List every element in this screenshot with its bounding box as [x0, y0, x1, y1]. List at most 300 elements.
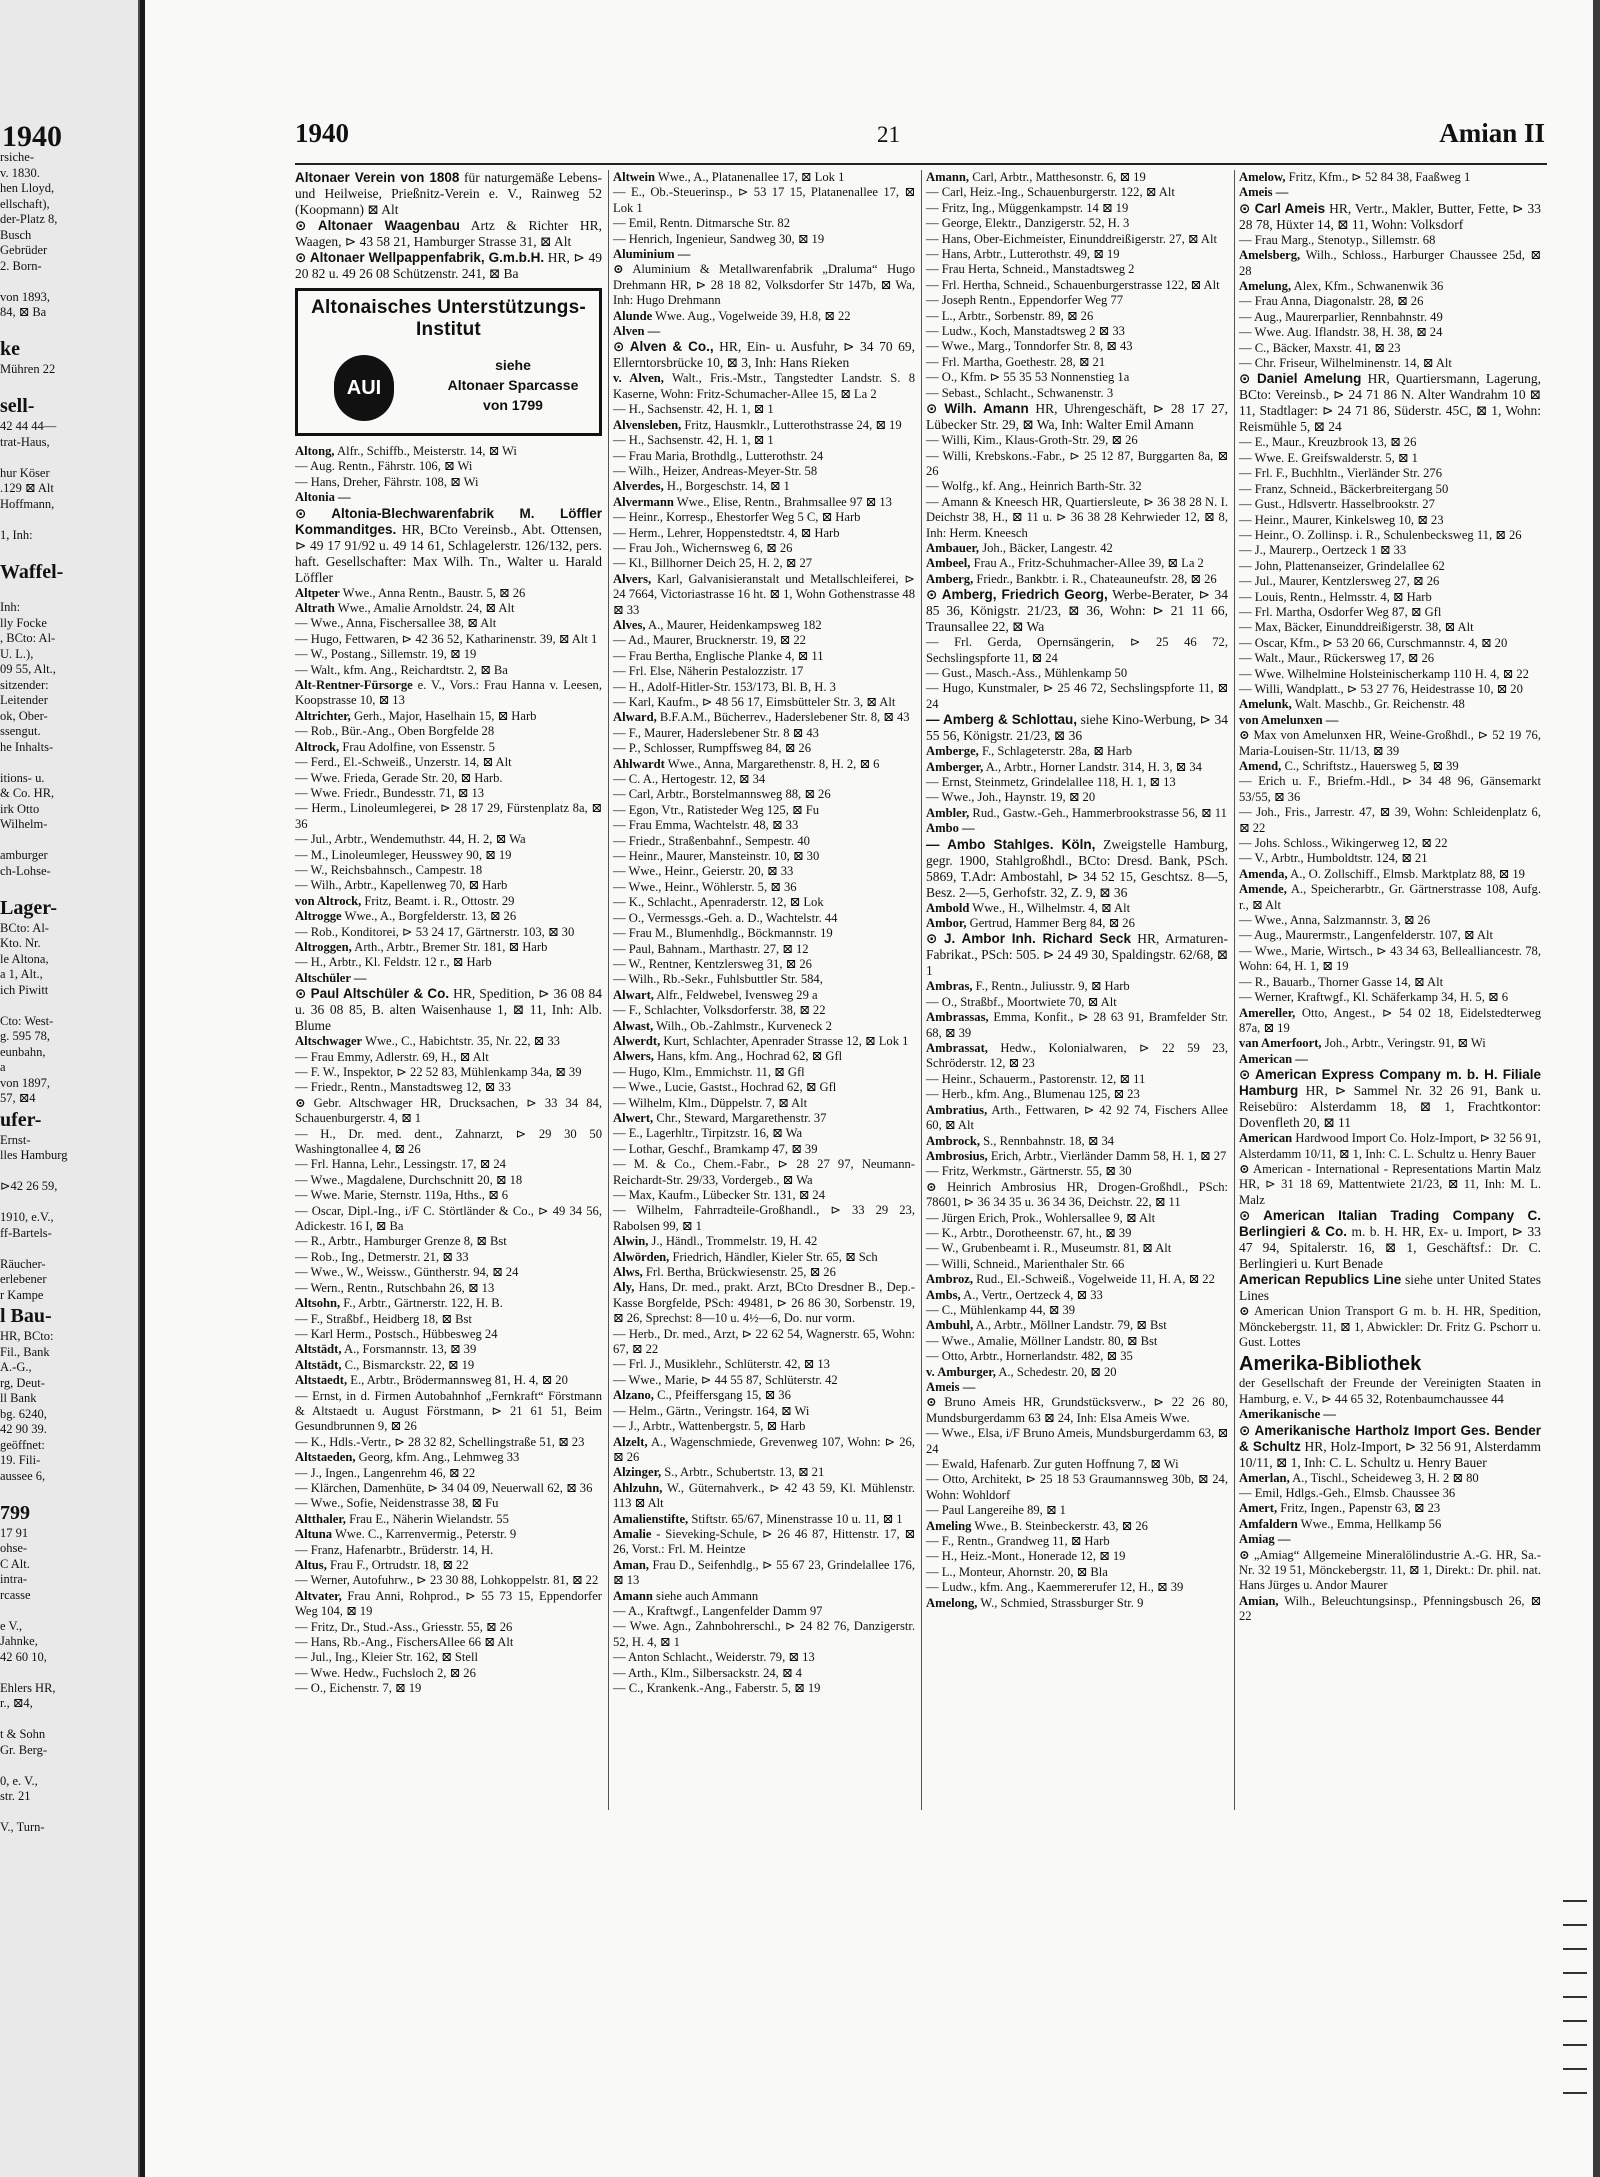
directory-entry [613, 1111, 915, 1126]
directory-entry [1239, 1407, 1541, 1422]
directory-entry [613, 772, 915, 787]
entry-details: Wwe., Amalie Arnoldstr. 24, ⊠ Alt [334, 601, 515, 616]
adjacent-page-line: ufer- [0, 1108, 42, 1131]
ad-logo-emblem: AUI [334, 355, 394, 421]
directory-entry [613, 911, 915, 926]
directory-entry [613, 216, 915, 231]
adjacent-page-line: hur Köser [0, 465, 50, 480]
adjacent-page-line [0, 378, 138, 394]
entry-details: HR, Uhrengeschäft, ⊳ 28 17 27, Lübecker Str. 29, ⊠ Wa, Inh: Walter Emil Amann [926, 401, 1229, 433]
entry-details: B.F.A.M., Bücherrev., Haderslebener Str. 8, ⊠ 43 [656, 710, 910, 725]
directory-entry [613, 526, 915, 541]
directory-entry [926, 979, 1228, 994]
directory-column-3 [921, 170, 1234, 1810]
entry-details: — Wwe. Hedw., Fuchsloch 2, ⊠ 26 [295, 1665, 476, 1680]
entry-details: — O., Eichenstr. 7, ⊠ 19 [295, 1681, 422, 1696]
directory-entry [613, 1327, 915, 1358]
entry-details: siehe unter United States Lines [1239, 1272, 1542, 1304]
entry-details: J., Händl., Trommelstr. 19, H. 42 [648, 1234, 818, 1249]
directory-entry [613, 988, 915, 1003]
directory-entry [1239, 1486, 1541, 1501]
directory-entry [613, 510, 915, 525]
directory-entry [613, 741, 915, 756]
directory-entry [295, 878, 602, 893]
entry-details: Wwe., H., Wilhelmstr. 4, ⊠ Alt [969, 900, 1131, 915]
directory-entry [926, 324, 1228, 339]
entry-details: Wilh., Ob.-Zahlmstr., Kurveneck 2 [653, 1018, 832, 1033]
entry-details: — Frl. Hanna, Lehr., Lessingstr. 17, ⊠ 24 [295, 1157, 506, 1172]
directory-entry [295, 1234, 602, 1249]
entry-name: — Amberg & Schlottau, [926, 712, 1077, 728]
adjacent-page-lines [0, 150, 138, 1836]
directory-entry [295, 1512, 602, 1527]
adjacent-page-line [0, 585, 138, 601]
entry-details: — K., Hdls.-Vertr., ⊳ 28 32 82, Schellingstraße 51, ⊠ 23 [295, 1434, 585, 1449]
directory-entry [926, 681, 1228, 712]
entry-details: Wwe. C., Karrenvermig., Peterstr. 9 [332, 1527, 517, 1542]
entry-details: Artz & Richter HR, Waagen, ⊳ 43 58 21, Hamburger Strasse 31, ⊠ Alt [295, 218, 602, 249]
firm-entry [926, 587, 1228, 635]
entry-details: — Frau Joh., Wichernsweg 6, ⊠ 26 [613, 540, 793, 555]
directory-entry [1239, 636, 1541, 651]
directory-entry [1239, 574, 1541, 589]
entry-details: Fritz, Beamt. i. R., Ottostr. 29 [361, 893, 515, 908]
directory-entry [613, 479, 915, 494]
adjacent-page-line: Ehlers HR, [0, 1680, 56, 1695]
entry-name: Aman, [613, 1557, 650, 1572]
directory-entry [926, 806, 1228, 821]
firm-entry [1239, 201, 1541, 233]
entry-name: Alzano, [613, 1388, 654, 1403]
directory-entry [926, 744, 1228, 759]
entry-details: A., Speicherarbtr., Gr. Gärtnerstrasse 108, Aufg. r., ⊠ Alt [1239, 882, 1541, 912]
directory-entry [295, 444, 602, 459]
entry-details: Frau D., Seifenhdlg., ⊳ 55 67 23, Grindelallee 176, ⊠ 13 [613, 1557, 915, 1588]
entry-name: Altonaer Verein von 1808 [295, 170, 460, 185]
entry-details: — Herm., Lehrer, Hoppenstedtstr. 4, ⊠ Harb [613, 525, 840, 540]
directory-entry [613, 1157, 915, 1188]
entry-details: — Wwe. Marie, Sternstr. 119a, Hths., ⊠ 6 [295, 1188, 509, 1203]
directory-entry [1239, 1471, 1541, 1486]
entry-details: Fritz, Ingen., Papenstr 63, ⊠ 23 [1277, 1501, 1441, 1516]
directory-entry [613, 1065, 915, 1080]
adjacent-page-line: 09 55, Alt., [0, 662, 56, 676]
adjacent-page-line [0, 833, 138, 849]
entry-details: — Heinr., O. Zollinsp. i. R., Schulenbecksweg 11, ⊠ 26 [1239, 527, 1522, 542]
entry-details: — W., Postang., Sillemstr. 19, ⊠ 19 [295, 647, 477, 662]
directory-entry [1239, 1052, 1541, 1067]
entry-name: Amereller, [1239, 1005, 1296, 1020]
directory-entry [613, 309, 915, 324]
entry-details: Hardwood Import Co. Holz-Import, ⊳ 32 56 91, Alsterdamm 10/11, ⊠ 1, Inh: C. L. Schultz u. Henry Bauer [1239, 1131, 1541, 1161]
adjacent-page-line: he Inhalts- [0, 739, 54, 754]
entry-name: ⊙ [613, 262, 624, 277]
entry-name: Amert, [1239, 1501, 1278, 1516]
adjacent-page-line: Cto: West- [0, 1013, 54, 1028]
directory-entry [295, 894, 602, 909]
entry-details: — F., Rentn., Grandweg 11, ⊠ Harb [926, 1534, 1110, 1549]
entry-details: — Frl. Hertha, Schneid., Schauenburgerstrasse 122, ⊠ Alt [926, 277, 1220, 292]
entry-details: — Wilh., Heizer, Andreas-Meyer-Str. 58 [613, 463, 818, 478]
entry-details: — Carl, Arbtr., Borstelmannsweg 88, ⊠ 26 [613, 787, 831, 802]
entry-name: v. Alven, [613, 371, 664, 386]
directory-entry [926, 1380, 1228, 1395]
directory-entry [613, 247, 915, 262]
directory-entry [295, 1312, 602, 1327]
entry-details: — Herb., Dr. med., Arzt, ⊳ 22 62 54, Wagnerstr. 65, Wohn: 67, ⊠ 22 [613, 1326, 915, 1357]
adjacent-page-line: v. 1830. [0, 165, 40, 180]
directory-entry [295, 475, 602, 490]
tick-mark [1563, 1900, 1587, 1902]
entry-details: — W., Rentner, Kentzlersweg 31, ⊠ 26 [613, 956, 812, 971]
entry-details: — E., Maur., Kreuzbrook 13, ⊠ 26 [1239, 435, 1417, 450]
directory-entry [613, 680, 915, 695]
directory-entry [613, 849, 915, 864]
entry-details: Max von Amelunxen HR, Weine-Großhdl., ⊳ 52 19 76, Maria-Louisen-Str. 11/13, ⊠ 39 [1239, 728, 1541, 758]
directory-entry [1239, 990, 1541, 1005]
entry-details: Werbe-Berater, ⊳ 34 85 36, Königstr. 21/23, ⊠ 36, Wohn: ⊳ 21 11 66, Traunsallee 22, ⊠ Wa [926, 587, 1229, 635]
entry-name: Altroggen, [295, 939, 352, 954]
entry-details: — Wwe., Heinr., Wöhlerstr. 5, ⊠ 36 [613, 879, 797, 894]
directory-entry [613, 1681, 915, 1696]
entry-name: Amerlan, [1239, 1470, 1290, 1485]
directory-entry [613, 1619, 915, 1650]
adjacent-page-line: lles Hamburg [0, 1148, 68, 1162]
entry-details: — Kl., Billhorner Deich 25, H. 2, ⊠ 27 [613, 556, 813, 571]
entry-name: von Amelunxen — [1239, 712, 1339, 727]
directory-entry [926, 339, 1228, 354]
entry-name: Altstädt, [295, 1342, 342, 1357]
entry-name: Altsohn, [295, 1296, 341, 1311]
entry-name: ⊙ Wilh. Amann [926, 401, 1029, 417]
entry-details: — P., Schlosser, Rumpffsweg 84, ⊠ 26 [613, 741, 812, 756]
entry-name: ⊙ Amerikanische Hartholz Import Ges. Bender & Schultz [1239, 1422, 1541, 1454]
directory-entry [1239, 1304, 1541, 1350]
adjacent-page-line: Inh: [0, 600, 21, 614]
entry-details: — C., Krankenk.-Ang., Faberstr. 5, ⊠ 19 [613, 1681, 821, 1695]
entry-details: Emma, Konfit., ⊳ 28 63 91, Bramfelder Str. 68, ⊠ 39 [926, 1010, 1228, 1040]
directory-entry [295, 909, 602, 924]
adjacent-page-line: ch-Lohse- [0, 863, 51, 878]
entry-details: Wilh., Schloss., Harburger Chaussee 25d, ⊠ 28 [1239, 248, 1541, 278]
directory-entry [613, 726, 915, 741]
entry-details: Fritz, Hausmklr., Lutterothstrasse 24, ⊠ 19 [681, 417, 902, 432]
entry-details: — R., Bauarb., Thorner Gasse 14, ⊠ Alt [1239, 974, 1444, 989]
directory-entry [295, 1666, 602, 1681]
ad-reference-line: siehe [495, 357, 531, 373]
entry-details: — Wwe., Anna, Fischersallee 38, ⊠ Alt [295, 616, 497, 631]
entry-details: — O., Vermessgs.-Geh. a. D., Wachtelstr. 44 [613, 910, 838, 925]
directory-entry [613, 1203, 915, 1234]
entry-details: — George, Elektr., Danzigerstr. 52, H. 3 [926, 216, 1130, 231]
adjacent-page-line: irk Otto [0, 801, 40, 816]
entry-name: Alwörden, [613, 1249, 670, 1264]
entry-details: — H., Sachsenstr. 42, H. 1, ⊠ 1 [613, 402, 774, 417]
directory-entry [926, 1472, 1228, 1503]
entry-details: — Hans, Ober-Eichmeister, Einunddreißigerstr. 27, ⊠ Alt [926, 231, 1217, 246]
directory-entry [926, 1596, 1228, 1611]
entry-name: Ambo — [926, 821, 975, 836]
entry-name: ⊙ Alven & Co., [613, 339, 714, 355]
entry-details: — Friedr., Rentn., Manstadtsweg 12, ⊠ 33 [295, 1080, 511, 1095]
adjacent-page-line [0, 1758, 138, 1774]
directory-entry [295, 863, 602, 878]
directory-entry [613, 803, 915, 818]
directory-entry [613, 1250, 915, 1265]
adjacent-page-line: Hoffmann, [0, 496, 55, 511]
directory-entry [926, 666, 1228, 681]
entry-details: A., Schedestr. 20, ⊠ 20 [995, 1364, 1117, 1379]
entry-details: — Frl. J., Musiklehr., Schlüterstr. 42, ⊠ 13 [613, 1357, 830, 1372]
entry-details: Aluminium & Metallwarenfabrik „Dralumа“ Hugo Drehmann HR, ⊳ 28 18 82, Volksdorfer Str 147b, ⊠ Wa, Inh: Hugo Drehmann [613, 262, 915, 308]
directory-entry [613, 710, 915, 725]
directory-entry [1239, 170, 1541, 185]
directory-entry [295, 1327, 602, 1342]
directory-entry [613, 880, 915, 895]
directory-entry [295, 1558, 602, 1573]
entry-details: Arth., Arbtr., Bremer Str. 181, ⊠ Harb [351, 939, 548, 954]
directory-entry [613, 864, 915, 879]
firm-entry [295, 170, 602, 218]
entry-name: Alt-Rentner-Fürsorge [295, 678, 413, 693]
entry-details: — Wilhelm, Fahrradteile-Großhandl., ⊳ 33 29 23, Rabolsen 99, ⊠ 1 [613, 1203, 915, 1233]
running-head [295, 118, 1545, 158]
entry-details: — Henrich, Ingenieur, Sandweg 30, ⊠ 19 [613, 231, 825, 246]
entry-details: Stiftstr. 65/67, Minenstrasse 10 u. 11, ⊠ 1 [688, 1511, 903, 1526]
entry-name: Amberger, [926, 759, 984, 774]
entry-details: — Herm., Linoleumlegerei, ⊳ 28 17 29, Fürstenplatz 8a, ⊠ 36 [295, 801, 602, 831]
entry-details: — L., Arbtr., Sorbenstr. 89, ⊠ 26 [926, 308, 1094, 323]
adjacent-page-line: HR, BCto: [0, 1329, 54, 1343]
entry-name: American Republics Line [1239, 1272, 1402, 1288]
entry-name: ⊙ Paul Altschüler & Co. [295, 986, 450, 1002]
entry-details: — O., Kfm. ⊳ 55 35 53 Nonnenstieg 1a [926, 370, 1130, 385]
entry-details: C., Schriftstz., Hauersweg 5, ⊠ 39 [1281, 759, 1459, 773]
directory-entry [926, 1549, 1228, 1564]
entry-name: Amberg, [926, 571, 974, 586]
ad-reference [438, 355, 588, 415]
entry-details: Fritz, Kfm., ⊳ 52 84 38, Faaßweg 1 [1285, 170, 1471, 184]
directory-entry [926, 232, 1228, 247]
entry-details: — Willi, Wandplatt., ⊳ 53 27 76, Heidestrasse 10, ⊠ 20 [1239, 681, 1523, 696]
entry-name: Alws, [613, 1265, 643, 1280]
adjacent-page-line: 42 44 44— [0, 419, 57, 433]
directory-entry [295, 755, 602, 770]
entry-name: Ahlzuhn, [613, 1480, 663, 1495]
adjacent-page-line [0, 543, 138, 559]
entry-details: — Heinr., Maurer, Kinkelsweg 10, ⊠ 23 [1239, 512, 1444, 527]
adjacent-page-line: 1910, e.V., [0, 1210, 54, 1224]
adjacent-page-line: l Bau- [0, 1305, 52, 1327]
entry-details: — Wwe. Frieda, Gerade Str. 20, ⊠ Harb. [295, 770, 503, 785]
adjacent-page-line: .129 ⊠ Alt [0, 481, 54, 495]
entry-details: Karl, Galvanisieranstalt und Metallschleiferei, ⊳ 24 7664, Victoriastrasse 16 ht. ⊠ 1, Wohn Gothenstrasse 48 ⊠ 33 [613, 571, 915, 617]
adjacent-page-line [0, 1164, 138, 1180]
directory-entry [295, 848, 602, 863]
adjacent-page-line: 17 91 [0, 1525, 29, 1540]
directory-entry [926, 1503, 1228, 1518]
adjacent-page-line [0, 755, 138, 771]
adjacent-page-line: Lager- [0, 896, 58, 919]
entry-details: „Amiag“ Allgemeine Mineralölindustrie A.-G. HR, Sa.-Nr. 32 19 51, Mönckebergstr. 11, ⊠ 1, Direkt.: Dr. phil. nat. Hans Jürges u. Andor Maurer [1239, 1547, 1541, 1593]
entry-name: American [1239, 1131, 1293, 1146]
entry-details: A., Arbtr., Möllner Landstr. 79, ⊠ Bst [973, 1318, 1167, 1333]
directory-entry [1239, 651, 1541, 666]
adjacent-page-year: 1940 [2, 120, 62, 153]
adjacent-page-line: ohse- [0, 1541, 28, 1555]
entry-name: Aluminium — [613, 247, 691, 262]
directory-entry [926, 278, 1228, 293]
adjacent-page-line: eunbahn, [0, 1044, 46, 1059]
entry-details: — Lothar, Geschf., Bramkamp 47, ⊠ 39 [613, 1141, 818, 1156]
entry-details: Rud., Gastw.-Geh., Hammerbrookstrasse 56, ⊠ 11 [969, 805, 1227, 820]
entry-details: Rud., El.-Schweiß., Vogelweide 11, H. A, ⊠ 22 [973, 1272, 1215, 1287]
entry-details: — R., Arbtr., Hamburger Grenze 8, ⊠ Bst [295, 1234, 507, 1249]
directory-entry [1239, 620, 1541, 635]
entry-name: Ambrock, [926, 1133, 980, 1148]
entry-details: — Wwe. Agn., Zahnbohrerschl., ⊳ 24 82 76, Danzigerstr. 52, H. 4, ⊠ 1 [613, 1619, 915, 1649]
entry-details: — Helm., Gärtn., Veringstr. 164, ⊠ Wi [613, 1403, 810, 1418]
directory-entry [1239, 1548, 1541, 1594]
directory-entry [926, 775, 1228, 790]
entry-details: Friedr., Bankbtr. i. R., Chateauneufstr. 28, ⊠ 26 [973, 571, 1217, 586]
entry-name: Ambrassat, [926, 1041, 988, 1056]
entry-details: — Wwe., Magdalene, Durchschnitt 20, ⊠ 18 [295, 1172, 523, 1187]
entry-name: Ambrassas, [926, 1010, 989, 1025]
entry-details: A., Tischl., Scheideweg 3, H. 2 ⊠ 80 [1289, 1470, 1479, 1485]
entry-details: — Aug., Maurermstr., Langenfelderstr. 107, ⊠ Alt [1239, 928, 1493, 943]
entry-name: Ameis — [926, 1380, 976, 1394]
directory-entry [1239, 185, 1541, 200]
entry-name: Altschüler — [295, 970, 367, 985]
entry-details: — Frau Emmy, Adlerstr. 69, H., ⊠ Alt [295, 1049, 489, 1064]
firm-entry [926, 931, 1228, 979]
entry-details: — Jul., Ing., Kleier Str. 162, ⊠ Stell [295, 1650, 479, 1665]
directory-column-4 [1234, 170, 1547, 1810]
directory-entry [1239, 482, 1541, 497]
directory-entry [295, 771, 602, 786]
entry-details: American - International - Representations Martin Malz HR, ⊳ 31 18 69, Mattentwiete 21/23, ⊠ 11, Inh: M. L. Malz [1239, 1161, 1541, 1207]
entry-details: — Frau Maria, Brothdlg., Lutterothstr. 24 [613, 448, 824, 463]
entry-name: Amelong, [926, 1595, 978, 1610]
entry-details: — Heinr., Schauerm., Pastorenstr. 12, ⊠ 11 [926, 1071, 1146, 1086]
directory-entry [295, 1281, 602, 1296]
entry-name: Amberge, [926, 744, 979, 759]
entry-name: ⊙ Daniel Amelung [1239, 371, 1362, 387]
entry-details: Heinrich Ambrosius HR, Drogen-Großhdl., PSch: 78601, ⊳ 36 34 35 u. 36 34 36, Deichstr. 22, ⊠ 11 [926, 1179, 1228, 1210]
adjacent-page-line: sitzender: [0, 677, 49, 692]
entry-details: Erich, Arbtr., Vierländer Damm 58, H. 1, ⊠ 27 [987, 1148, 1227, 1163]
entry-details: Wwe. Aug., Vogelweide 39, H.8, ⊠ 22 [652, 308, 851, 323]
entry-name: Amalie [613, 1526, 652, 1541]
entry-details: Chr., Steward, Margarethenstr. 37 [653, 1110, 827, 1125]
entry-details: C., Pfeiffersgang 15, ⊠ 36 [653, 1388, 791, 1403]
entry-name: Altus, [295, 1558, 327, 1572]
directory-entry [926, 293, 1228, 308]
directory-entry [926, 1303, 1228, 1318]
entry-details: — J., Ingen., Langenrehm 46, ⊠ 22 [295, 1465, 476, 1480]
entry-details: A., Forsmannstr. 13, ⊠ 39 [341, 1342, 477, 1357]
directory-entry [613, 1234, 915, 1249]
entry-details: — Ludw., kfm. Ang., Kaemmererufer 12, H., ⊠ 39 [926, 1580, 1184, 1595]
directory-entry [613, 324, 915, 339]
directory-entry [295, 616, 602, 631]
entry-details: — Paul, Bahnam., Marthastr. 27, ⊠ 12 [613, 941, 809, 956]
adjacent-page-line: erlebener [0, 1272, 47, 1286]
directory-entry [295, 1342, 602, 1357]
directory-entry [613, 1558, 915, 1589]
entry-name: Alwert, [613, 1110, 654, 1125]
entry-name: Altrogge [295, 909, 342, 924]
directory-entry [1239, 294, 1541, 309]
entry-details: — H., Heiz.-Mont., Honerade 12, ⊠ 19 [926, 1549, 1126, 1564]
adjacent-page-line: str. 21 [0, 1789, 31, 1803]
directory-entry [1239, 1501, 1541, 1516]
entry-details: — Franz, Hafenarbtr., Brüderstr. 14, H. [295, 1542, 494, 1557]
entry-details: — W., Grubenbeamt i. R., Museumstr. 81, ⊠ Alt [926, 1241, 1172, 1256]
adjacent-page-line [0, 1603, 138, 1619]
directory-entry [926, 1211, 1228, 1226]
entry-name: Ambratius, [926, 1102, 988, 1117]
entry-name: Alves, [613, 617, 646, 632]
entry-name: Ambauer, [926, 540, 980, 555]
directory-entry [295, 601, 602, 616]
directory-entry [1239, 605, 1541, 620]
entry-details: — E., Lagerhltr., Tirpitzstr. 16, ⊠ Wa [613, 1126, 803, 1141]
entry-details: A., Arbtr., Horner Landstr. 314, H. 3, ⊠ 34 [983, 759, 1202, 774]
directory-entry [613, 633, 915, 648]
directory-entry [295, 740, 602, 755]
directory-entry [295, 632, 602, 647]
directory-entry [613, 1604, 915, 1619]
directory-entry [295, 1157, 602, 1172]
directory-entry [295, 1650, 602, 1665]
directory-entry [926, 309, 1228, 324]
entry-details: W., Schmied, Strassburger Str. 9 [977, 1595, 1144, 1610]
adjacent-page-line: g. 595 78, [0, 1029, 50, 1043]
entry-name: Amend, [1239, 759, 1282, 773]
directory-entry [1239, 279, 1541, 294]
firm-entry [295, 250, 602, 282]
entry-details: — C. A., Hertogestr. 12, ⊠ 34 [613, 772, 766, 787]
directory-entry [613, 1280, 915, 1326]
directory-entry [613, 649, 915, 664]
directory-entry [926, 1272, 1228, 1287]
entry-details: Zweigstelle Hamburg, gegr. 1900, Stahlgroßhdl., BCto: Dresd. Bank, PSch. 5869, T.Adr: Ambostahl, ⊳ 34 52 15, Geschtsz. 8—5, Besz. 2—5, Gerhofstr. 32, Z. 9, ⊠ 36 [926, 836, 1228, 900]
entry-details: HR, ⊳ 49 20 82 u. 49 26 08 Schützenstr. 241, ⊠ Ba [295, 250, 602, 281]
entry-name: Altpeter [295, 585, 340, 600]
entry-details: — Wwe., Marg., Tonndorfer Str. 8, ⊠ 43 [926, 339, 1133, 354]
entry-details: — Wwe. Friedr., Bundesstr. 71, ⊠ 13 [295, 785, 485, 800]
directory-entry [613, 1435, 915, 1466]
directory-entry [926, 1288, 1228, 1303]
adjacent-page-line: ⊳42 26 59, [0, 1179, 58, 1193]
entry-details: — K., Arbtr., Dorotheenstr. 67, ht., ⊠ 39 [926, 1225, 1132, 1240]
directory-entry [1239, 1131, 1541, 1162]
adjacent-page-line: BCto: Al- [0, 920, 49, 935]
adjacent-page-line: hen Lloyd, [0, 181, 55, 195]
entry-details: Bruno Ameis HR, Grundstücksverw., ⊳ 22 26 80, Mundsburgerdamm 63 ⊠ 24, Inh: Elsa Ameis Wwe. [926, 1395, 1228, 1425]
directory-entry [613, 1096, 915, 1111]
entry-name: Altrock, [295, 739, 340, 754]
firm-entry [1239, 1423, 1541, 1471]
entry-details: — Amann & Kneesch HR, Quartiersleute, ⊳ 36 38 28 N. I. Deichstr 38, H., ⊠ 11 u. ⊳ 36 38 28 Kehrwieder 12, ⊠ 8, Inh: Herm. Kneesch [926, 494, 1228, 540]
directory-entry [613, 185, 915, 216]
entry-details: — Klärchen, Damenhüte, ⊳ 34 04 09, Neuerwall 62, ⊠ 36 [295, 1480, 593, 1495]
entry-details: — Willi, Schneid., Marienthaler Str. 66 [926, 1256, 1125, 1271]
directory-entry [1239, 1162, 1541, 1208]
directory-entry [1239, 590, 1541, 605]
